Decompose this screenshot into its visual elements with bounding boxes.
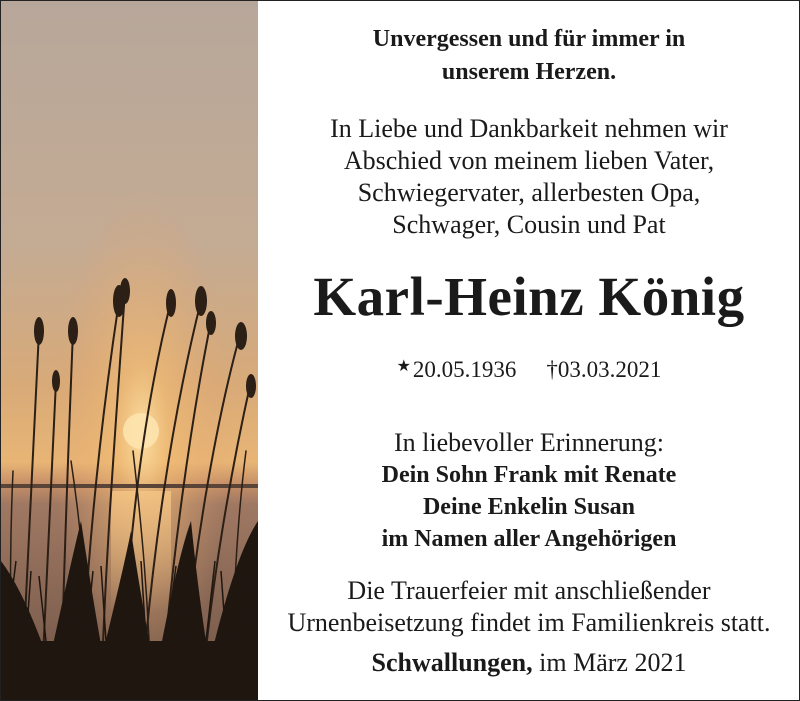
cross-icon: † <box>546 357 558 382</box>
intro-line-3: Schwiegervater, allerbesten Opa, <box>357 178 701 207</box>
death-date: †03.03.2021 <box>546 357 662 382</box>
mourner-line-2: Deine Enkelin Susan <box>422 494 636 520</box>
star-icon: ★ <box>396 358 411 375</box>
notice-text <box>259 1 799 700</box>
heading-line-1: Unvergessen und für immer in <box>372 26 686 52</box>
mourner-line-3: im Namen aller Angehörigen <box>381 526 677 552</box>
month-year: im März 2021 <box>539 648 687 677</box>
heading-line-2: unserem Herzen. <box>441 59 617 85</box>
intro-line-1: In Liebe und Dankbarkeit nehmen wir <box>330 114 728 143</box>
funeral-line-1: Die Trauerfeier mit anschließender <box>347 576 711 605</box>
life-dates <box>259 356 799 383</box>
deceased-name: Karl-Heinz König <box>313 266 745 327</box>
sunset-reed-photo <box>1 1 258 700</box>
intro-line-2: Abschied von meinem lieben Vater, <box>343 146 715 175</box>
mourner-line-1: Dein Sohn Frank mit Renate <box>381 462 677 488</box>
funeral-line-2: Urnenbeisetzung findet im Familienkreis statt. <box>287 608 771 637</box>
birth-date: ★20.05.1936 <box>396 357 517 382</box>
remembrance-line: In liebevoller Erinnerung: <box>393 428 665 457</box>
intro-line-4: Schwager, Cousin und Pat <box>392 210 666 239</box>
place: Schwallungen, <box>371 648 533 677</box>
place-date-line <box>259 647 799 679</box>
